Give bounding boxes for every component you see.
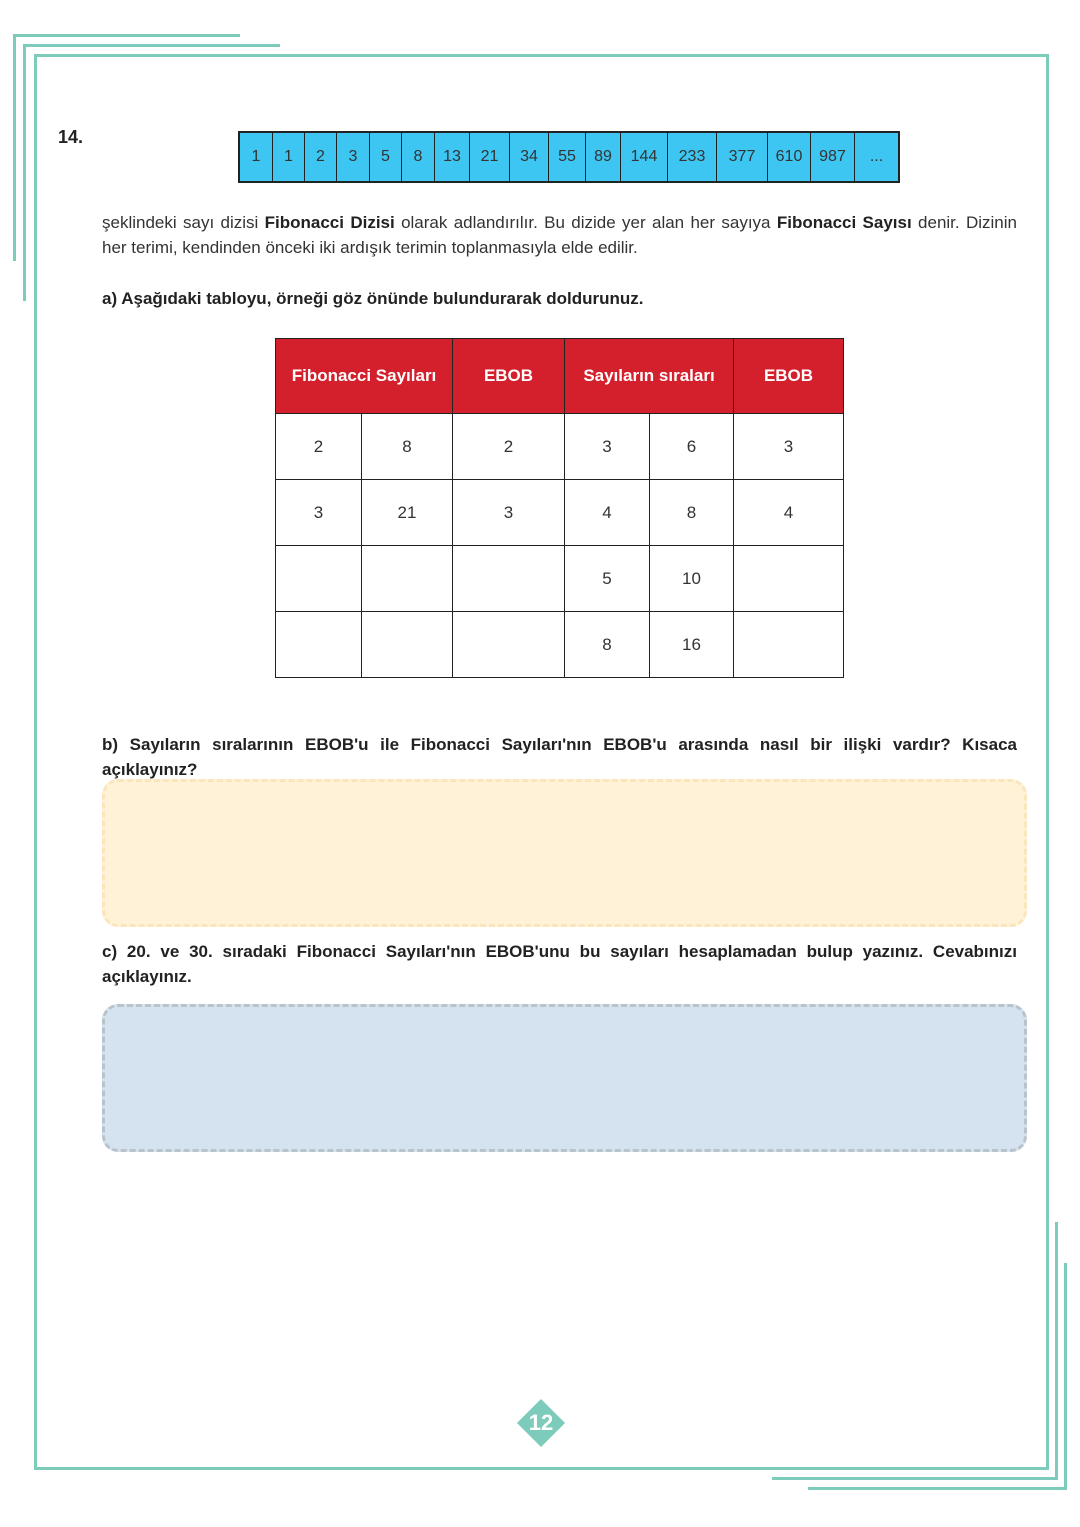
header-ebob: EBOB bbox=[734, 339, 844, 414]
table-cell: 16 bbox=[650, 612, 734, 678]
fibonacci-cell: 1 bbox=[273, 133, 305, 181]
answer-box-b[interactable] bbox=[102, 779, 1027, 927]
frame-line bbox=[1046, 54, 1049, 1470]
table-cell: 2 bbox=[453, 414, 565, 480]
frame-line bbox=[1055, 1222, 1058, 1480]
table-cell[interactable] bbox=[276, 546, 362, 612]
table-cell: 5 bbox=[565, 546, 650, 612]
table-cell: 10 bbox=[650, 546, 734, 612]
frame-line bbox=[772, 1477, 1058, 1480]
frame-line bbox=[23, 44, 26, 301]
term-fibonacci-dizisi: Fibonacci Dizisi bbox=[264, 213, 395, 232]
fibonacci-cell: 610 bbox=[768, 133, 811, 181]
table-cell[interactable] bbox=[453, 546, 565, 612]
table-cell[interactable] bbox=[453, 612, 565, 678]
table-cell[interactable] bbox=[734, 546, 844, 612]
fibonacci-cell: 34 bbox=[510, 133, 549, 181]
table-cell: 8 bbox=[650, 480, 734, 546]
fibonacci-cell: 377 bbox=[717, 133, 768, 181]
fibonacci-cell: ... bbox=[855, 133, 898, 181]
part-a-question: a) Aşağıdaki tabloyu, örneği göz önünde bulundurarak doldurunuz. bbox=[102, 289, 644, 308]
frame-line bbox=[34, 1467, 1049, 1470]
table-cell: 3 bbox=[565, 414, 650, 480]
ebob-table bbox=[275, 338, 844, 678]
table-cell: 3 bbox=[453, 480, 565, 546]
fibonacci-cell: 55 bbox=[549, 133, 586, 181]
table-row bbox=[276, 480, 844, 546]
fibonacci-cell: 21 bbox=[470, 133, 510, 181]
fibonacci-cell: 987 bbox=[811, 133, 855, 181]
fibonacci-cell: 8 bbox=[402, 133, 435, 181]
table-cell[interactable] bbox=[276, 612, 362, 678]
table-cell: 3 bbox=[276, 480, 362, 546]
header-fibonacci-sayilari: Fibonacci Sayıları bbox=[276, 339, 453, 414]
frame-line bbox=[34, 54, 1049, 57]
frame-line bbox=[808, 1487, 1067, 1490]
frame-line bbox=[23, 44, 280, 47]
question-number: 14. bbox=[58, 127, 84, 147]
frame-line bbox=[13, 34, 240, 37]
table-cell: 3 bbox=[734, 414, 844, 480]
intro-text: olarak adlandırılır. Bu dizide yer alan her sayıya bbox=[394, 213, 777, 232]
fibonacci-cell: 2 bbox=[305, 133, 337, 181]
intro-text: denir. Dizinin her terimi, kendinden önceki iki ardışık terimin toplanmasıyla elde edilir. bbox=[102, 213, 1017, 257]
table-row bbox=[276, 612, 844, 678]
header-sayilarin-siralari: Sayıların sıraları bbox=[565, 339, 734, 414]
answer-box-c[interactable] bbox=[102, 1004, 1027, 1152]
table-cell[interactable] bbox=[734, 612, 844, 678]
table-row bbox=[276, 546, 844, 612]
page-number: 12 bbox=[528, 1410, 554, 1435]
header-ebob: EBOB bbox=[453, 339, 565, 414]
table-cell[interactable] bbox=[362, 546, 453, 612]
fibonacci-sequence-strip bbox=[238, 131, 900, 183]
fibonacci-cell: 89 bbox=[586, 133, 621, 181]
intro-text: şeklindeki sayı dizisi bbox=[102, 213, 265, 232]
frame-line bbox=[13, 34, 16, 261]
fibonacci-cell: 3 bbox=[337, 133, 370, 181]
table-cell: 4 bbox=[734, 480, 844, 546]
intro-paragraph bbox=[102, 210, 1017, 260]
term-fibonacci-sayisi: Fibonacci Sayısı bbox=[776, 213, 912, 232]
table-cell: 8 bbox=[565, 612, 650, 678]
fibonacci-cell: 1 bbox=[240, 133, 273, 181]
frame-line bbox=[34, 54, 37, 1470]
frame-line bbox=[1064, 1263, 1067, 1490]
part-b-question: b) Sayıların sıralarının EBOB'u ile Fibonacci Sayıları'nın EBOB'u arasında nasıl bir ilişki vardır? Kısaca açıklayınız? bbox=[102, 735, 1017, 779]
table-cell: 6 bbox=[650, 414, 734, 480]
table-row bbox=[276, 414, 844, 480]
fibonacci-cell: 13 bbox=[435, 133, 470, 181]
fibonacci-cell: 233 bbox=[668, 133, 717, 181]
table-cell: 4 bbox=[565, 480, 650, 546]
fibonacci-cell: 144 bbox=[621, 133, 668, 181]
table-cell[interactable] bbox=[362, 612, 453, 678]
part-c-question: c) 20. ve 30. sıradaki Fibonacci Sayıları'nın EBOB'unu bu sayıları hesaplamadan bulup yazınız. Cevabınızı açıklayınız. bbox=[102, 942, 1017, 986]
table-cell: 21 bbox=[362, 480, 453, 546]
table-cell: 2 bbox=[276, 414, 362, 480]
fibonacci-cell: 5 bbox=[370, 133, 402, 181]
table-cell: 8 bbox=[362, 414, 453, 480]
